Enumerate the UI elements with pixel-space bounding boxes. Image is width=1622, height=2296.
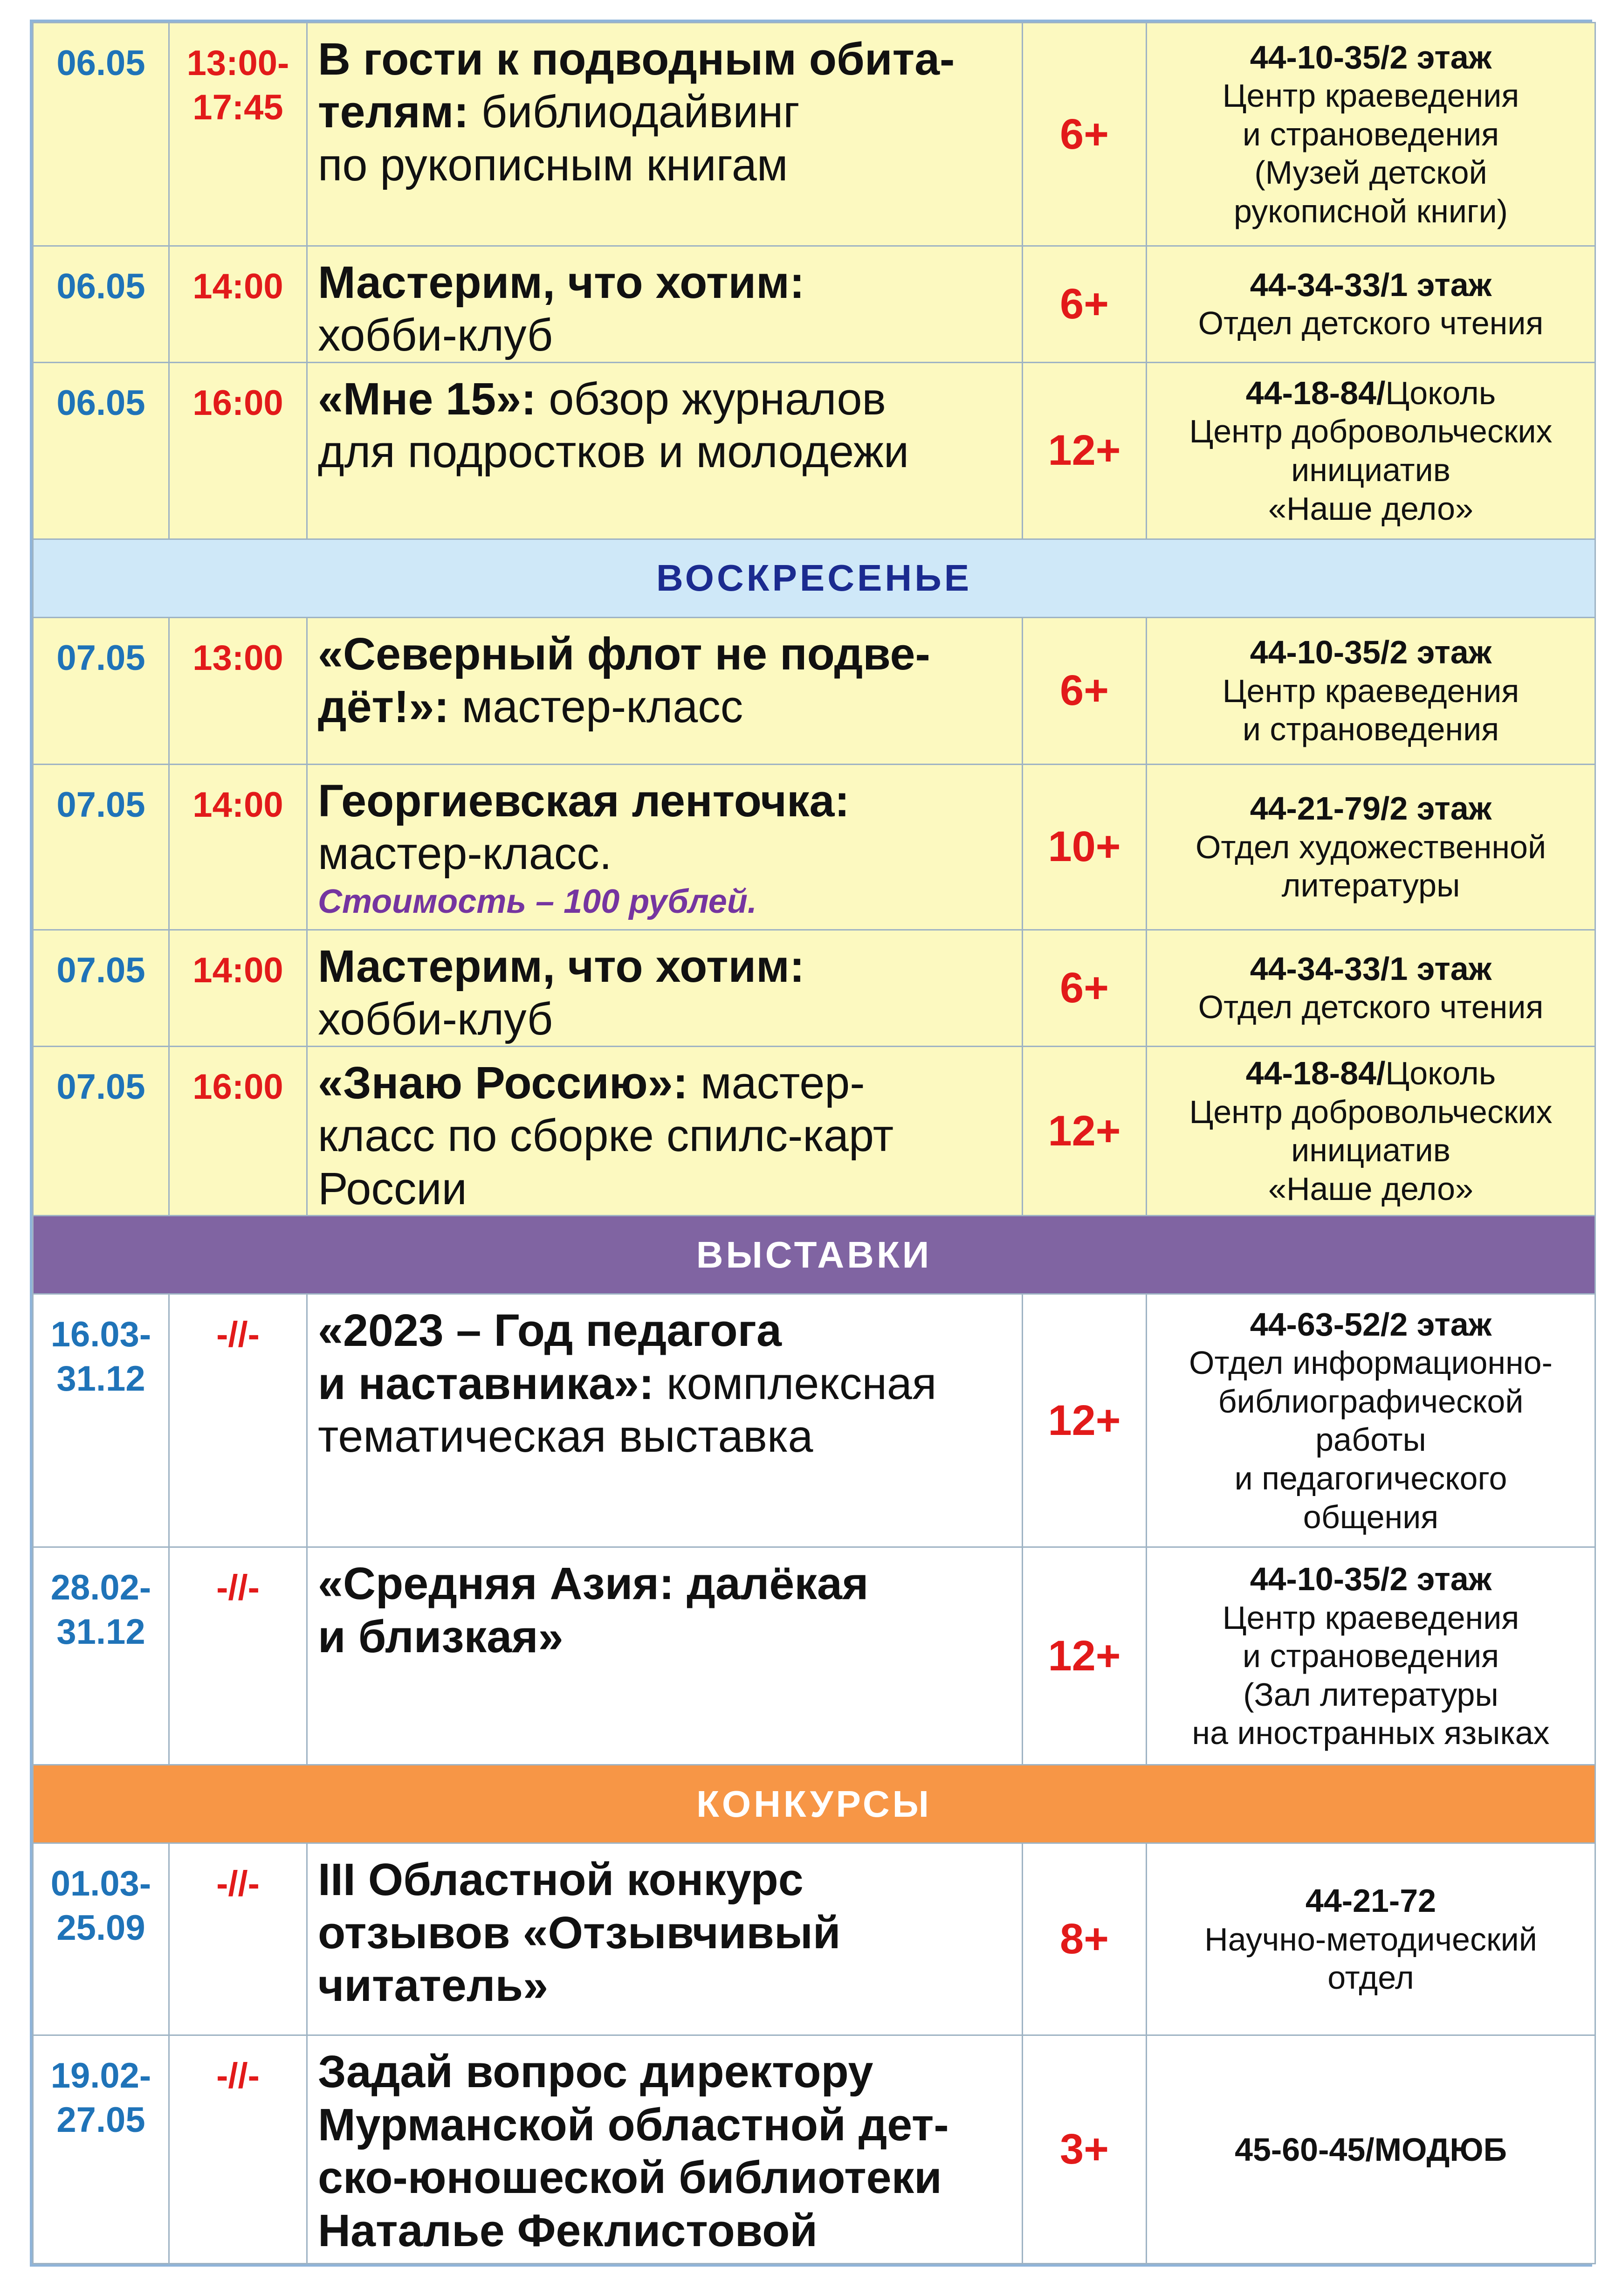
event-title-rest: хобби-клуб [318,993,553,1045]
event-time: -//- [169,1294,307,1547]
event-title-rest: комплексная тематическая выставка [318,1358,937,1462]
event-location [1147,1547,1595,1765]
age-rating: 10+ [1023,764,1147,930]
event-title [307,1294,1023,1547]
event-title-bold: Задай вопрос директору Мурманской областной дет- ско-юношеской библиотеки Наталье Феклистовой [318,2046,949,2256]
event-row [33,1547,1595,1765]
location-department: Центр краеведения и страноведения (Зал литературы на иностранных языках [1192,1599,1550,1751]
age-rating: 6+ [1023,23,1147,246]
event-date: 07.05 [33,930,169,1046]
event-date: 01.03- 25.09 [33,1843,169,2035]
age-rating: 12+ [1023,1294,1147,1547]
event-time: 14:00 [169,930,307,1046]
event-location [1147,1294,1595,1547]
age-rating: 6+ [1023,246,1147,363]
event-date: 16.03- 31.12 [33,1294,169,1547]
event-title-bold: «2023 – Год педагога и наставника»: [318,1305,782,1409]
event-time: 16:00 [169,1046,307,1215]
event-row [33,1843,1595,2035]
age-rating: 6+ [1023,617,1147,764]
schedule-sheet [30,20,1592,2267]
location-phone-floor: 44-10-35/2 этаж [1250,1560,1492,1597]
event-title-rest: хобби-клуб [318,310,553,361]
location-phone-floor: 44-18-84/Цоколь [1245,1055,1496,1091]
section-title-contests: КОНКУРСЫ [33,1765,1595,1843]
schedule-table [32,22,1596,2264]
location-department: Научно-методический отдел [1204,1921,1537,1996]
event-title-bold: III Областной конкурс отзывов «Отзывчивый читатель» [318,1854,841,2011]
event-title [307,246,1023,363]
age-rating: 12+ [1023,1046,1147,1215]
location-phone-floor: 45-60-45/МОДЮБ [1235,2131,1507,2168]
event-title-bold: Мастерим, что хотим: [318,257,805,308]
location-phone-floor: 44-34-33/1 этаж [1250,950,1492,987]
event-location [1147,1843,1595,2035]
event-title-rest: обзор журналов для подростков и молодежи [318,373,909,477]
event-date: 28.02- 31.12 [33,1547,169,1765]
event-row [33,23,1595,246]
location-department: Центр краеведения и страноведения (Музей детской рукописной книги) [1222,77,1519,229]
event-title [307,362,1023,539]
event-time: 13:00- 17:45 [169,23,307,246]
section-title-sunday: ВОСКРЕСЕНЬЕ [33,539,1595,617]
location-department: Отдел художественной литературы [1195,828,1546,904]
section-exhibitions [33,1216,1595,1294]
event-title [307,764,1023,930]
age-rating: 8+ [1023,1843,1147,2035]
age-rating: 6+ [1023,930,1147,1046]
event-title-rest: библиодайвинг по рукописным книгам [318,86,800,190]
event-title-bold: «Мне 15»: [318,373,536,424]
event-time: 16:00 [169,362,307,539]
event-date: 07.05 [33,617,169,764]
event-title-bold: «Знаю Россию»: [318,1057,688,1108]
location-phone-floor: 44-21-79/2 этаж [1250,790,1492,827]
event-date: 06.05 [33,362,169,539]
event-row [33,246,1595,363]
event-row [33,1294,1595,1547]
location-phone-floor: 44-34-33/1 этаж [1250,266,1492,303]
age-rating: 12+ [1023,362,1147,539]
location-department: Отдел детского чтения [1198,305,1544,342]
location-department: Отдел информационно- библиографической работы и педагогического общения [1189,1345,1553,1535]
event-title [307,2035,1023,2264]
event-row [33,1046,1595,1215]
location-floor: Цоколь [1385,374,1496,411]
event-location [1147,2035,1595,2264]
location-phone-floor: 44-21-72 [1305,1882,1436,1919]
event-date: 07.05 [33,1046,169,1215]
age-rating: 12+ [1023,1547,1147,1765]
event-location [1147,1046,1595,1215]
event-title-bold: «Северный флот не подве- дёт!»: [318,628,930,732]
event-location [1147,930,1595,1046]
event-title [307,1046,1023,1215]
location-phone-floor: 44-18-84/Цоколь [1245,374,1496,411]
event-date: 06.05 [33,246,169,363]
event-time: 14:00 [169,764,307,930]
location-department: Центр добровольческих инициатив «Наше дело» [1189,413,1553,527]
event-price-note: Стоимость – 100 рублей. [318,883,757,920]
event-title-bold: «Средняя Азия: далёкая и близкая» [318,1558,869,1662]
event-title [307,617,1023,764]
location-floor: Цоколь [1385,1055,1496,1091]
event-time: 13:00 [169,617,307,764]
location-phone-floor: 44-10-35/2 этаж [1250,634,1492,671]
event-title-bold: Георгиевская ленточка: [318,775,850,826]
event-date: 07.05 [33,764,169,930]
event-title [307,1843,1023,2035]
event-title [307,23,1023,246]
event-location [1147,764,1595,930]
event-location [1147,617,1595,764]
section-sunday [33,539,1595,617]
event-row [33,930,1595,1046]
event-row [33,764,1595,930]
section-title-exhibitions: ВЫСТАВКИ [33,1216,1595,1294]
section-contests [33,1765,1595,1843]
event-location [1147,362,1595,539]
event-row [33,2035,1595,2264]
event-title-rest: мастер-класс [449,681,743,732]
event-date: 06.05 [33,23,169,246]
event-title-rest: мастер- класс по сборке спилс-карт России [318,1057,894,1214]
event-date: 19.02- 27.05 [33,2035,169,2264]
location-department: Отдел детского чтения [1198,989,1544,1026]
event-title-bold: Мастерим, что хотим: [318,940,805,992]
event-title-rest: мастер-класс. [318,828,612,879]
event-title [307,930,1023,1046]
location-department: Центр краеведения и страноведения [1222,672,1519,748]
age-rating: 3+ [1023,2035,1147,2264]
event-location [1147,246,1595,363]
event-location [1147,23,1595,246]
location-phone-floor: 44-10-35/2 этаж [1250,39,1492,76]
event-time: -//- [169,1547,307,1765]
location-department: Центр добровольческих инициатив «Наше дело» [1189,1093,1553,1207]
location-phone-floor: 44-63-52/2 этаж [1250,1306,1492,1343]
event-row [33,617,1595,764]
event-time: -//- [169,2035,307,2264]
event-title [307,1547,1023,1765]
event-title-bold: В гости к подводным обита- телям: [318,34,955,138]
event-time: 14:00 [169,246,307,363]
event-time: -//- [169,1843,307,2035]
event-row [33,362,1595,539]
